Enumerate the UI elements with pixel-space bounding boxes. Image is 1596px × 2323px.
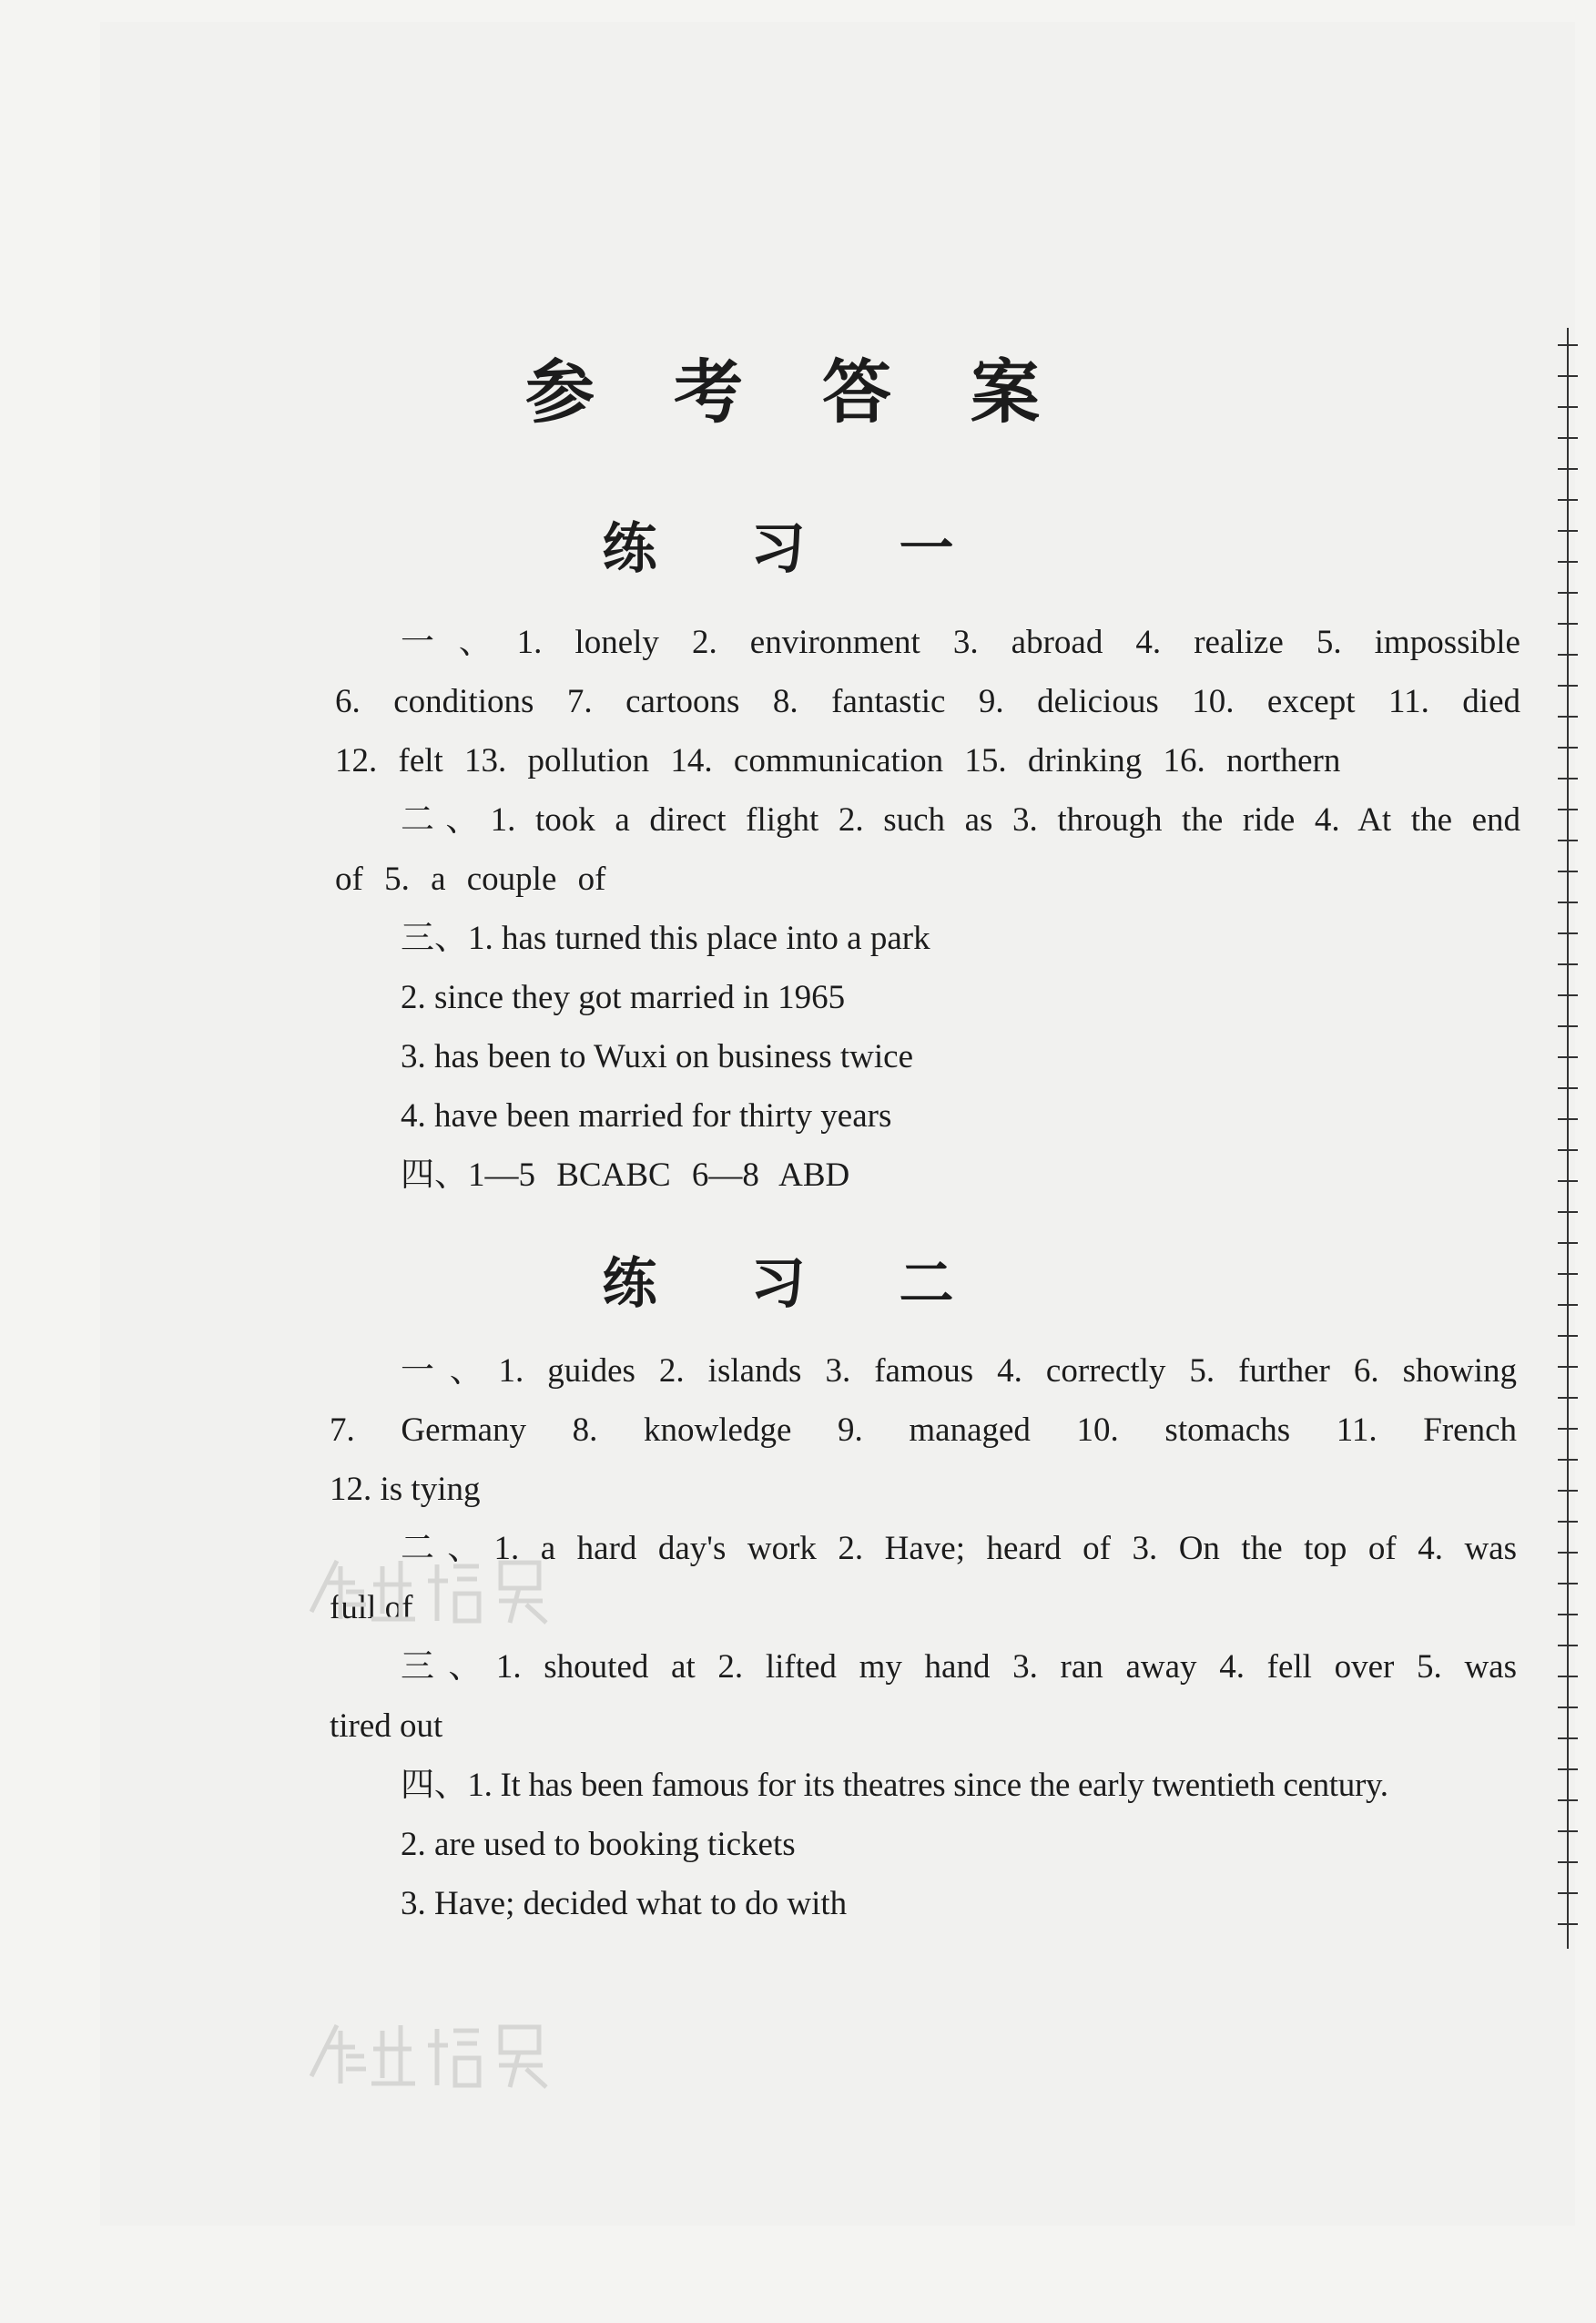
ex2-line-2: 7. Germany 8. knowledge 9. managed 10. stomachs 11. French	[330, 1411, 1517, 1449]
ex1-line-2: 6. conditions 7. cartoons 8. fantastic 9. delicious 10. except 11. died	[335, 683, 1520, 720]
ex1-line-7: 2. since they got married in 1965	[401, 979, 846, 1016]
ex1-line-3: 12. felt 13. pollution 14. communication 15. drinking 16. northern	[335, 742, 1341, 779]
ex1-line-5: of 5. a couple of	[335, 861, 606, 898]
ex1-line-1: 一、1. lonely 2. environment 3. abroad 4. realize 5. impossible	[401, 624, 1520, 661]
ex2-line-3: 12. is tying	[330, 1471, 481, 1508]
ex1-line-9: 4. have been married for thirty years	[401, 1097, 892, 1135]
ex1-line-6: 三、1. has turned this place into a park	[401, 920, 930, 957]
ex2-line-6: 三、1. shouted at 2. lifted my hand 3. ran away 4. fell over 5. was	[401, 1648, 1517, 1686]
ex2-line-5: full of	[330, 1589, 413, 1626]
ex2-line-9: 2. are used to booking tickets	[401, 1826, 796, 1863]
exercise2-heading: 练 习 二	[602, 1254, 994, 1314]
ex2-line-10: 3. Have; decided what to do with	[401, 1885, 848, 1922]
ex1-line-4: 二、1. took a direct flight 2. such as 3. through the ride 4. At the end	[401, 801, 1520, 839]
ex2-line-1: 一、1. guides 2. islands 3. famous 4. correctly 5. further 6. showing	[401, 1352, 1517, 1390]
watermark-lower	[300, 2012, 574, 2110]
page-title: 参 考 答 案	[525, 355, 1071, 432]
watermark-mark-2	[300, 2012, 574, 2094]
ex2-line-8: 四、1. It has been famous for its theatres since the early twentieth century.	[401, 1767, 1388, 1804]
watermark	[300, 1548, 574, 1645]
ex2-line-7: tired out	[330, 1707, 443, 1745]
ex1-line-10: 四、1—5 BCABC 6—8 ABD	[401, 1156, 850, 1194]
ex1-line-8: 3. has been to Wuxi on business twice	[401, 1038, 914, 1075]
ex2-line-4: 二、1. a hard day's work 2. Have; heard of 3. On the top of 4. was	[401, 1530, 1517, 1567]
watermark-mark-1	[300, 1548, 574, 1630]
exercise1-heading: 练 习 一	[602, 519, 994, 579]
